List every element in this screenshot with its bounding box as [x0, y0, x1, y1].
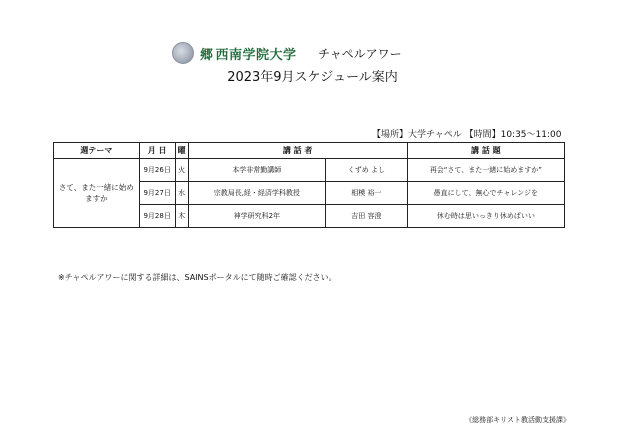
logo-mark: 郷 [200, 48, 214, 63]
document-header [0, 42, 625, 92]
schedule-table [53, 142, 565, 228]
row-date: 9月27日 [139, 182, 175, 205]
speaker-affiliation: 本学非常勤講師 [188, 159, 325, 182]
speaker-name: 吉田 容澄 [326, 205, 408, 228]
footnote: ※チャペルアワーに関する詳細は、SAINSポータルにて随時ご確認ください。 [58, 273, 337, 282]
week-theme-text: さて、また一緒に始めますか [58, 183, 134, 203]
table-row [54, 159, 565, 182]
header-speaker: 講 話 者 [188, 143, 407, 159]
row-date: 9月28日 [139, 205, 175, 228]
university-name: 西南学院大学 [215, 48, 297, 63]
speaker-affiliation: 宗教局長,経・経済学科教授 [188, 182, 325, 205]
university-logo [200, 44, 297, 63]
place-time-info: 【場所】大学チャペル 【時間】10:35～11:00 [372, 130, 562, 140]
row-dow: 水 [175, 182, 188, 205]
row-dow: 木 [175, 205, 188, 228]
university-emblem-icon [172, 42, 194, 64]
speaker-name: くずめ よし [326, 159, 408, 182]
row-dow: 火 [175, 159, 188, 182]
header-topic: 講 話 題 [407, 143, 564, 159]
row-date: 9月26日 [139, 159, 175, 182]
header-date: 月 日 [139, 143, 175, 159]
talk-topic: 愚直にして、無心でチャレンジを [407, 182, 564, 205]
header-subtitle: チャペルアワー [318, 47, 402, 61]
speaker-name: 相模 裕一 [326, 182, 408, 205]
table-header-row [54, 143, 565, 159]
week-theme [54, 159, 140, 228]
department-name: 《総務部キリスト教活動支援課》 [465, 416, 570, 424]
talk-topic: 再会“さて、また一緒に始めますか” [407, 159, 564, 182]
header-theme: 週テーマ [54, 143, 140, 159]
header-dow: 曜 [175, 143, 188, 159]
speaker-affiliation: 神学研究科2年 [188, 205, 325, 228]
schedule-title: 2023年9月スケジュール案内 [227, 70, 398, 85]
talk-topic: 休む時は思いっきり休めばいい [407, 205, 564, 228]
